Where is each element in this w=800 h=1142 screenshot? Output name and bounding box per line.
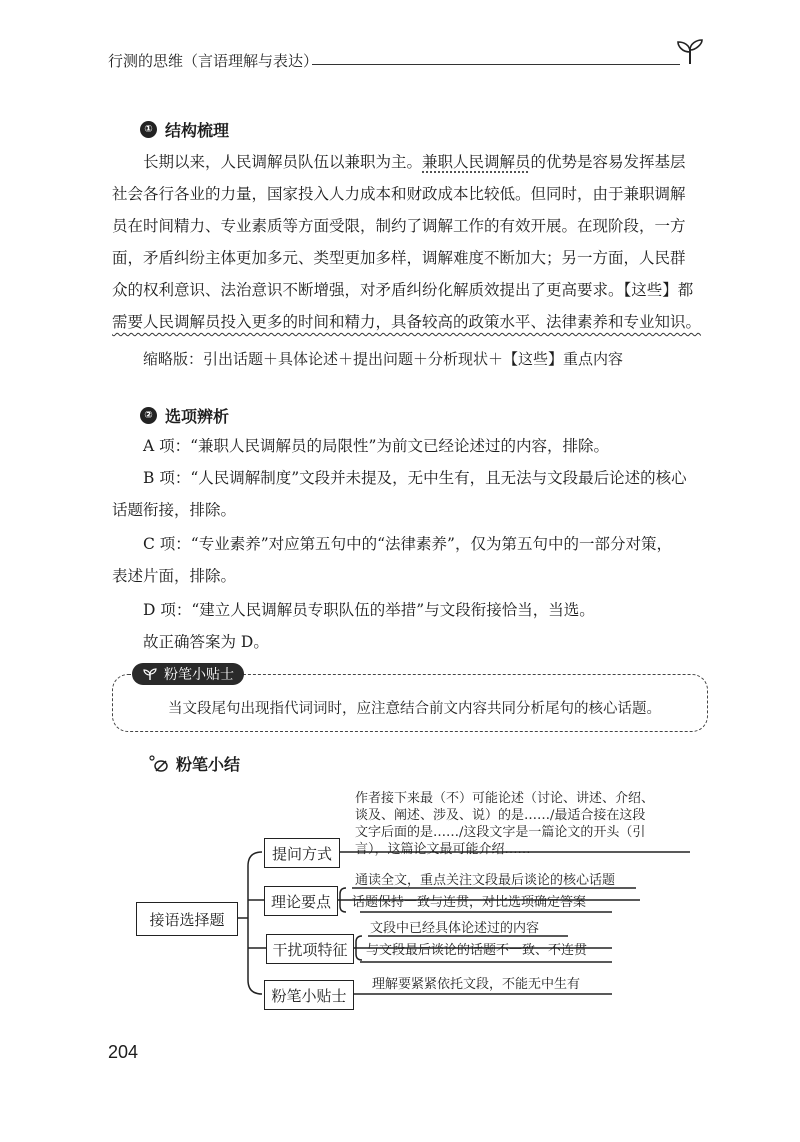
mindmap-branch-tip: 粉笔小贴士 (264, 980, 354, 1010)
mindmap-branch-distractor-note-1: 文段中已经具体论述过的内容 (370, 921, 540, 936)
option-d: D 项：“建立人民调解员专职队伍的举措”与文段衔接恰当，当选。 (143, 601, 595, 619)
mindmap-branch-theory-note-1: 通读全文，重点关注文段最后谈论的核心话题 (355, 873, 616, 888)
tip-text: 当文段尾句出现指代词词时，应注意结合前文内容共同分析尾句的核心话题。 (168, 701, 661, 717)
structure-line-5: 众的权利意识、法治意识不断增强，对矛盾纠纷化解质效提出了更高要求。【这些】都 (112, 281, 694, 299)
summary-title: 粉笔小结 (148, 752, 240, 775)
page-number: 204 (108, 1042, 139, 1062)
option-c-line-2: 表述片面，排除。 (112, 567, 237, 585)
structure-line-4: 面，矛盾纠纷主体更加多元、类型更加多样，调解难度不断加大；另一方面，人民群 (112, 249, 686, 267)
section-number-icon: ② (140, 407, 157, 424)
structure-line-3: 员在时间精力、专业素质等方面受限，制约了调解工作的有效开展。在现阶段，一方 (112, 217, 686, 235)
options-section-title: 选项辨析 (165, 407, 230, 426)
structure-line-6-wavy: 需要人民调解员投入更多的时间和精力，具备较高的政策水平、法律素养和专业知识。 (112, 313, 702, 331)
dotted-emphasis: 兼职人民调解员 (422, 153, 531, 171)
mindmap-branch-distractor-note-2: 与文段最后谈论的话题不一致、不连贯 (366, 943, 588, 958)
mindmap-branch-tip-note: 理解要紧紧依托文段，不能无中生有 (372, 977, 581, 992)
mindmap-branch-distractor-traits: 干扰项特征 (266, 934, 354, 964)
option-b-line-1: B 项：“人民调解制度”文段并未提及，无中生有，且无法与文段最后论述的核心 (143, 469, 687, 487)
section-number-icon: ① (140, 121, 157, 138)
mindmap-branch-theory-note-2: 话题保持一致与连贯，对比选项确定答案 (352, 895, 587, 910)
answer-line: 故正确答案为 D。 (143, 633, 269, 651)
option-b-line-2: 话题衔接，排除。 (112, 501, 237, 519)
mindmap-branch-question-style-notes: 作者接下来最（不）可能论述（讨论、讲述、介绍、 谈及、阐述、涉及、说）的是……/最适合接在这段 文字后面的是……/这段文字是一篇论文的开头（引 言），这篇论文最可能介绍…… (355, 791, 655, 857)
tip-label: 粉笔小贴士 (132, 663, 244, 685)
structure-line-1: 长期以来，人民调解员队伍以兼职为主。兼职人民调解员的优势是容易发挥基层 (143, 153, 686, 171)
mindmap-branch-question-style: 提问方式 (264, 838, 340, 868)
abbreviated-version: 缩略版：引出话题＋具体论述＋提出问题＋分析现状＋【这些】重点内容 (143, 350, 624, 368)
option-a: A 项：“兼职人民调解员的局限性”为前文已经论述过的内容，排除。 (143, 437, 609, 455)
mindmap-root: 接语选择题 (136, 902, 238, 936)
mindmap-branch-theory-points: 理论要点 (264, 886, 338, 916)
structure-section-title: 结构梳理 (165, 121, 230, 140)
option-c-line-1: C 项：“专业素养”对应第五句中的“法律素养”，仅为第五句中的一部分对策， (143, 535, 672, 553)
structure-line-2: 社会各行各业的力量，国家投入人力成本和财政成本比较低。但同时，由于兼职调解 (112, 185, 686, 203)
running-header-title: 行测的思维（言语理解与表达） (108, 52, 319, 70)
